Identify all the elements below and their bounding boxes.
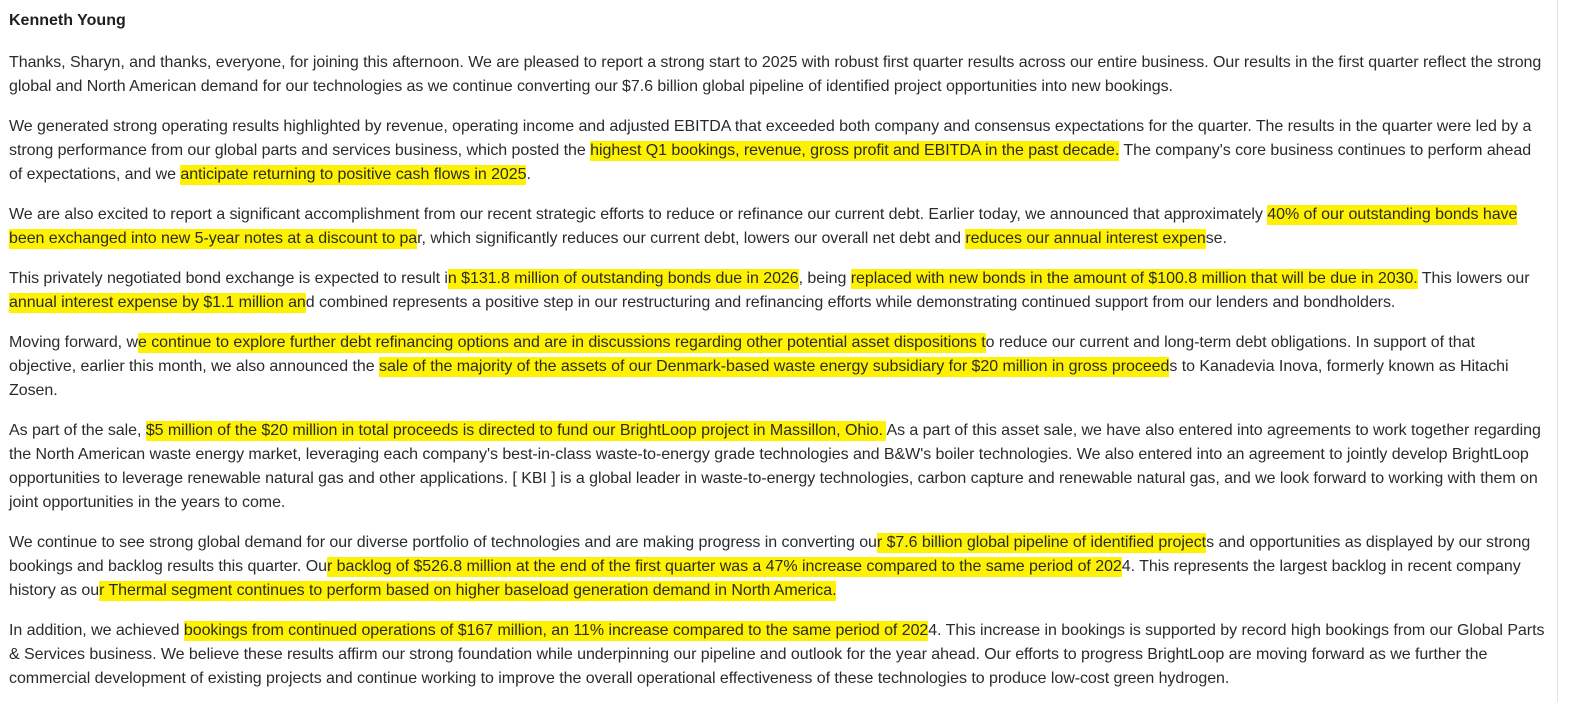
speaker-name: Kenneth Young [9, 12, 126, 29]
highlighted-text: 40% of our outstanding bonds have been exchanged into new 5-year notes at a discount to pa [9, 206, 1518, 247]
paragraph-4 [9, 267, 1545, 315]
highlighted-text: bookings from continued operations of $167 million, an 11% increase compared to the same period of 202 [183, 622, 929, 639]
text-run: Moving forward, w [9, 334, 138, 351]
paragraph-8 [9, 619, 1545, 691]
paragraph-3 [9, 203, 1545, 251]
text-run: o reduce our current and long-term debt obligations. In support of that objective, earlier this month, we also announced the [9, 334, 1475, 375]
highlighted-text: replaced with new bonds in the amount of $100.8 million that will be due in 2030. [850, 270, 1418, 287]
text-run: We generated strong operating results highlighted by revenue, operating income and adjusted EBITDA that exceeded both company and consensus expectations for the quarter. The results in the quarter were led by a strong performance from our global parts and services business, which posted the [9, 118, 1532, 159]
highlighted-text: $5 million of the $20 million in total proceeds is directed to fund our BrightLoop project in Massillon, Ohio. [145, 422, 887, 439]
text-run: Thanks, Sharyn, and thanks, everyone, for joining this afternoon. We are pleased to report a strong start to 2025 with robust first quarter results across our entire business. Our results in the first quarter reflect the strong global and North American demand for our technologies as we continue converting our $7.6 billion global pipeline of identified project opportunities into new bookings. [9, 54, 1542, 95]
paragraph-2 [9, 115, 1545, 187]
highlighted-text: r Thermal segment continues to perform based on higher baseload generation demand in North America. [99, 582, 837, 599]
highlighted-text: r $7.6 billion global pipeline of identified project [876, 534, 1207, 551]
text-run: 4. This increase in bookings is supported by record high bookings from our Global Parts & Services business. We believe these results affirm our strong foundation while underpinning our pipeline and outlook for the year ahead. Our efforts to progress BrightLoop are moving forward as we further the commercial development of existing projects and continue working to improve the overall operational effectiveness of these technologies to produce low-cost green hydrogen. [9, 622, 1545, 687]
text-run: This lowers our [1417, 270, 1530, 287]
paragraph-6 [9, 419, 1545, 515]
text-run: d combined represents a positive step in our restructuring and refinancing efforts while demonstrating continued support from our lenders and bondholders. [305, 294, 1396, 311]
paragraph-1 [9, 51, 1545, 99]
highlighted-text: anticipate returning to positive cash flows in 2025 [180, 166, 527, 183]
text-run: . [526, 166, 531, 183]
paragraph-7 [9, 531, 1545, 603]
text-run: As part of the sale, [9, 422, 146, 439]
highlighted-text: n $131.8 million of outstanding bonds due in 2026 [447, 270, 799, 287]
text-run: As a part of this asset sale, we have also entered into agreements to work together regarding the North American waste energy market, leveraging each company's best-in-class waste-to-energy grade technologies and B&W's boiler technologies. We also entered into an agreement to jointly develop BrightLoop opportunities to leverage renewable natural gas and other applications. [ KBI ] is a global leader in waste-to-energy technologies, carbon capture and renewable natural gas, and we look forward to working with them on joint opportunities in the years to come. [9, 422, 1541, 511]
highlighted-text: reduces our annual interest expen [965, 230, 1206, 247]
text-run: se. [1205, 230, 1227, 247]
text-run: , being [798, 270, 851, 287]
paragraph-5 [9, 331, 1545, 403]
highlighted-text: sale of the majority of the assets of our Denmark-based waste energy subsidiary for $20 million in gross proceed [379, 358, 1170, 375]
text-run: r, which significantly reduces our current debt, lowers our overall net debt and [417, 230, 966, 247]
text-run: s to Kanadevia Inova, formerly known as Hitachi Zosen. [9, 358, 1509, 399]
vertical-scrollbar[interactable] [1557, 0, 1570, 702]
text-run: We are also excited to report a significant accomplishment from our recent strategic efforts to reduce or refinance our current debt. Earlier today, we announced that approximately [9, 206, 1268, 223]
transcript-document [9, 11, 1545, 707]
text-run: This privately negotiated bond exchange is expected to result i [9, 270, 448, 287]
text-run: We continue to see strong global demand for our diverse portfolio of technologies and are making progress in converting ou [9, 534, 877, 551]
text-run: 4. This represents the largest backlog in recent company history as ou [9, 558, 1521, 599]
text-run: In addition, we achieved [9, 622, 184, 639]
text-run: The company's core business continues to perform ahead of expectations, and we [9, 142, 1532, 183]
highlighted-text: annual interest expense by $1.1 million an [9, 294, 306, 311]
highlighted-text: e continue to explore further debt refinancing options and are in discussions regarding other potential asset dispositions t [137, 334, 986, 351]
text-run: s and opportunities as displayed by our strong bookings and backlog results this quarter. Ou [9, 534, 1531, 575]
highlighted-text: r backlog of $526.8 million at the end of the first quarter was a 47% increase compared to the same period of 202 [326, 558, 1122, 575]
highlighted-text: highest Q1 bookings, revenue, gross profit and EBITDA in the past decade. [590, 142, 1120, 159]
